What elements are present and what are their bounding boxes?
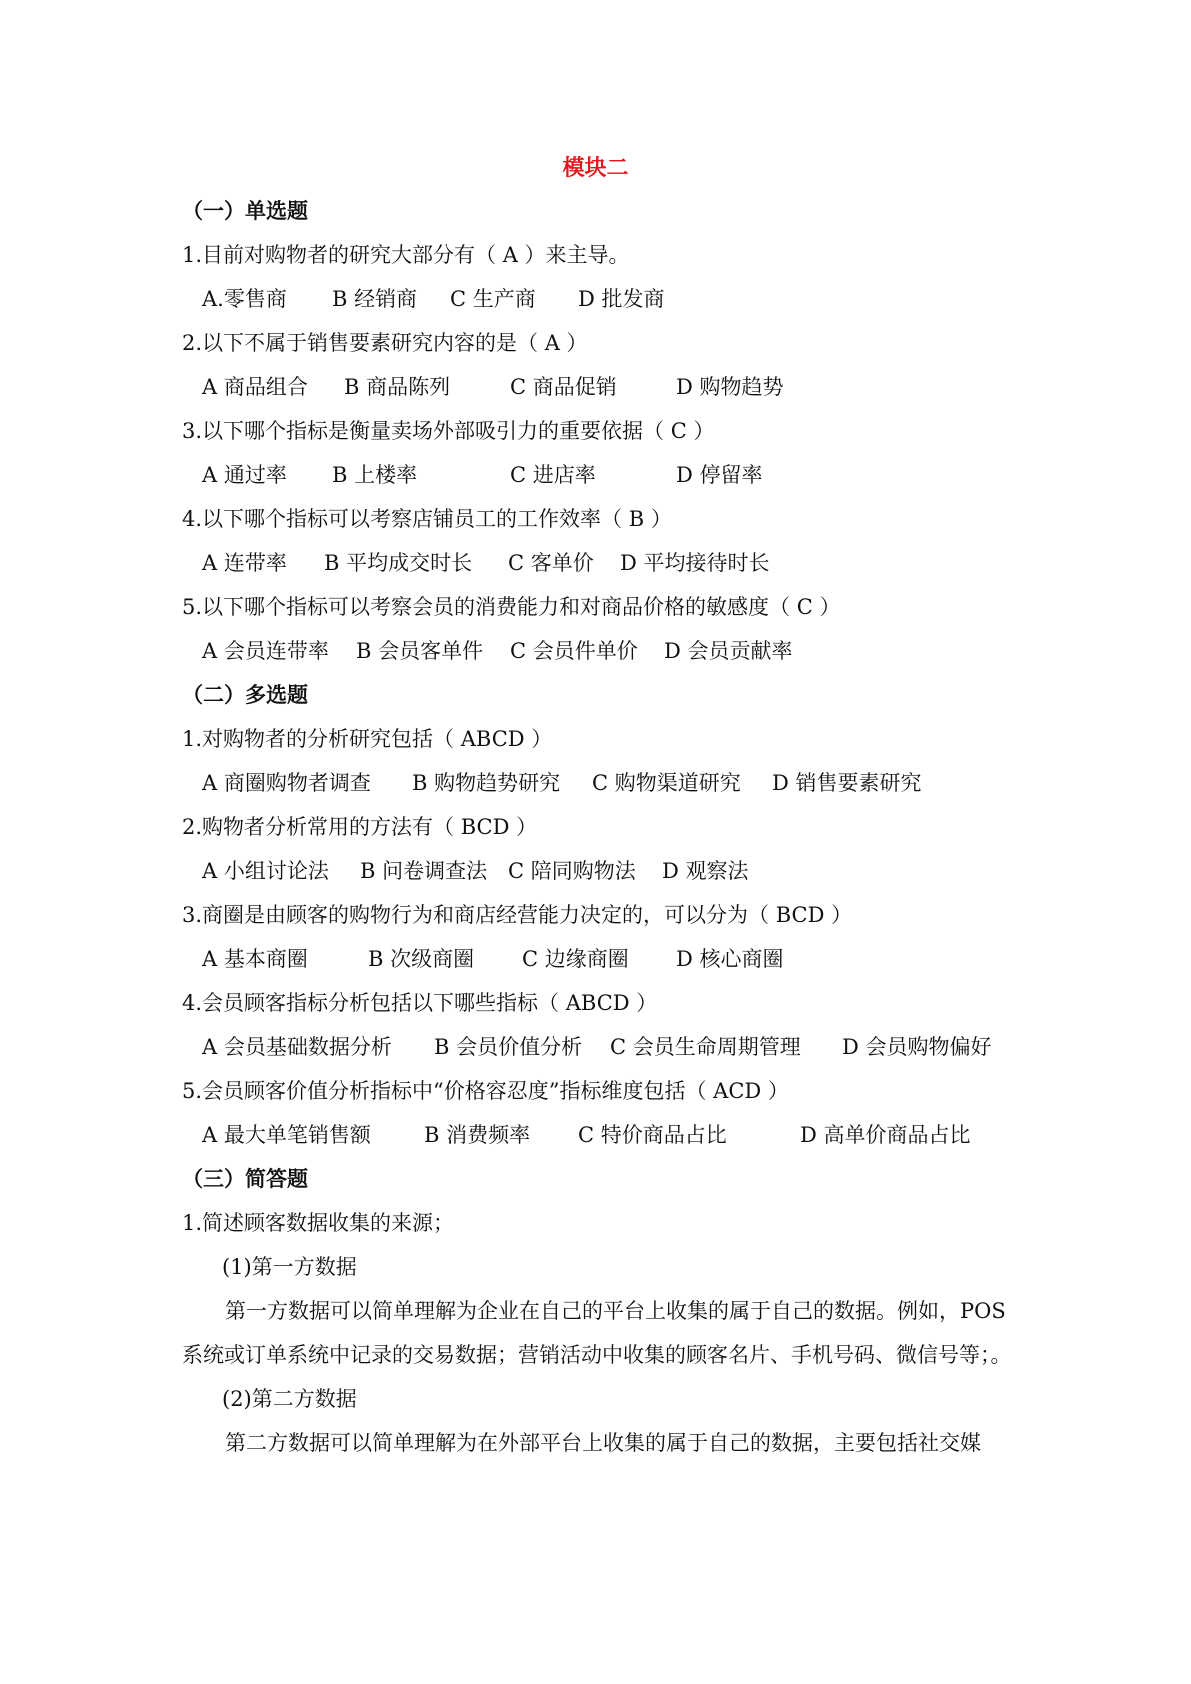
- question-2-2: 2.购物者分析常用的方法有（ BCD ）: [182, 815, 538, 839]
- option-a: A 连带率: [202, 551, 287, 575]
- option-b: B 平均成交时长: [324, 551, 473, 575]
- option-a: A 基本商圈: [202, 947, 308, 971]
- subheading-first-party: (1)第一方数据: [222, 1255, 357, 1279]
- options-2-1: [202, 768, 922, 798]
- option-b: B 商品陈列: [344, 375, 451, 399]
- option-a: A 会员连带率: [202, 639, 329, 663]
- option-d: D 销售要素研究: [772, 771, 922, 795]
- option-d: D 观察法: [662, 859, 749, 883]
- question-2-5: 5.会员顾客价值分析指标中“价格容忍度”指标维度包括（ ACD ）: [182, 1079, 789, 1103]
- options-2-3: [202, 944, 784, 974]
- option-b: B 会员价值分析: [434, 1035, 583, 1059]
- page-title: 模块二: [562, 156, 629, 181]
- subheading-second-party: (2)第二方数据: [222, 1387, 357, 1411]
- option-c: C 进店率: [510, 463, 596, 487]
- question-1-5: 5.以下哪个指标可以考察会员的消费能力和对商品价格的敏感度（ C ）: [182, 595, 841, 619]
- option-a: A 小组讨论法: [202, 859, 329, 883]
- option-a: A 商圈购物者调查: [202, 771, 371, 795]
- option-c: C 生产商: [450, 287, 536, 311]
- option-a: A 会员基础数据分析: [202, 1035, 392, 1059]
- option-d: D 购物趋势: [676, 375, 784, 399]
- option-c: C 购物渠道研究: [592, 771, 741, 795]
- option-c: C 商品促销: [510, 375, 617, 399]
- option-c: C 陪同购物法: [508, 859, 636, 883]
- option-d: D 会员购物偏好: [842, 1035, 992, 1059]
- option-d: D 批发商: [578, 287, 665, 311]
- option-d: D 平均接待时长: [620, 551, 770, 575]
- option-b: B 会员客单件: [356, 639, 484, 663]
- options-1-1: [202, 284, 665, 314]
- question-3-1: 1.简述顾客数据收集的来源；: [182, 1211, 455, 1235]
- section-heading-short: （三）简答题: [182, 1167, 308, 1191]
- option-c: C 边缘商圈: [522, 947, 629, 971]
- paragraph-second-party-line-1: 第二方数据可以简单理解为在外部平台上收集的属于自己的数据，主要包括社交媒: [225, 1431, 981, 1455]
- option-d: D 核心商圈: [676, 947, 784, 971]
- paragraph-first-party-line-1: 第一方数据可以简单理解为企业在自己的平台上收集的属于自己的数据。例如，POS: [225, 1299, 1006, 1323]
- options-1-5: [202, 636, 793, 666]
- question-1-2: 2.以下不属于销售要素研究内容的是（ A ）: [182, 331, 588, 355]
- question-2-3: 3.商圈是由顾客的购物行为和商店经营能力决定的，可以分为（ BCD ）: [182, 903, 853, 927]
- option-c: C 特价商品占比: [578, 1123, 727, 1147]
- paragraph-first-party-line-2: 系统或订单系统中记录的交易数据；营销活动中收集的顾客名片、手机号码、微信号等；。: [182, 1343, 1012, 1367]
- option-b: B 问卷调查法: [360, 859, 488, 883]
- question-1-4: 4.以下哪个指标可以考察店铺员工的工作效率（ B ）: [182, 507, 672, 531]
- question-1-3: 3.以下哪个指标是衡量卖场外部吸引力的重要依据（ C ）: [182, 419, 715, 443]
- option-c: C 客单价: [508, 551, 594, 575]
- options-2-2: [202, 856, 749, 886]
- option-b: B 经销商: [332, 287, 418, 311]
- section-heading-single: （一）单选题: [182, 199, 308, 223]
- option-c: C 会员件单价: [510, 639, 638, 663]
- option-b: B 购物趋势研究: [412, 771, 561, 795]
- option-d: D 会员贡献率: [664, 639, 793, 663]
- section-heading-multi: （二）多选题: [182, 683, 308, 707]
- options-1-3: [202, 460, 763, 490]
- options-1-4: [202, 548, 770, 578]
- option-a: A 通过率: [202, 463, 287, 487]
- option-a: A 商品组合: [202, 375, 308, 399]
- option-d: D 停留率: [676, 463, 763, 487]
- option-a: A 最大单笔销售额: [202, 1123, 371, 1147]
- options-2-5: [202, 1120, 971, 1150]
- options-1-2: [202, 372, 784, 402]
- question-2-4: 4.会员顾客指标分析包括以下哪些指标（ ABCD ）: [182, 991, 658, 1015]
- option-b: B 消费频率: [424, 1123, 531, 1147]
- option-d: D 高单价商品占比: [800, 1123, 971, 1147]
- question-1-1: 1.目前对购物者的研究大部分有（ A ）来主导。: [182, 243, 630, 267]
- option-a: A.零售商: [202, 287, 287, 311]
- option-b: B 上楼率: [332, 463, 418, 487]
- option-b: B 次级商圈: [368, 947, 475, 971]
- question-2-1: 1.对购物者的分析研究包括（ ABCD ）: [182, 727, 553, 751]
- option-c: C 会员生命周期管理: [610, 1035, 801, 1059]
- options-2-4: [202, 1032, 992, 1062]
